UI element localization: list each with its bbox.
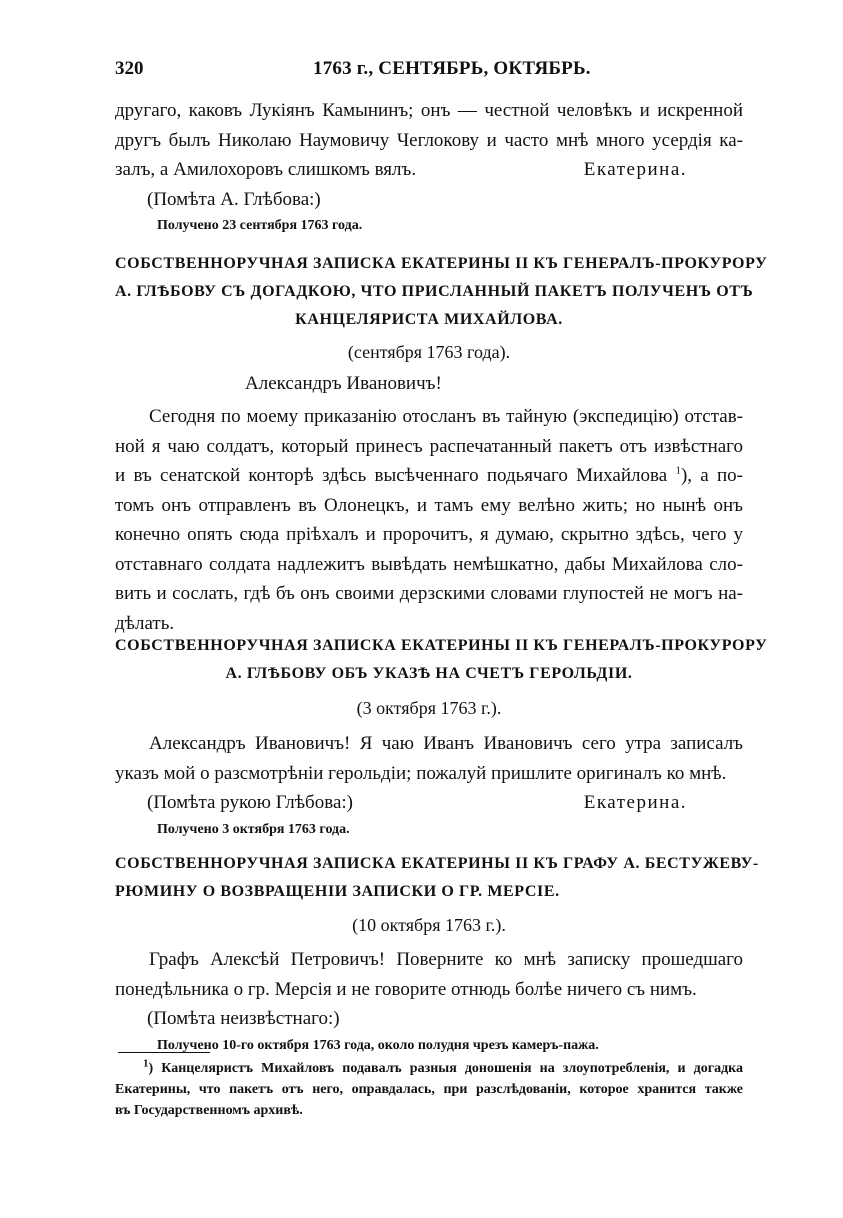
text-line: томъ онъ отправленъ въ Олонецкъ, и тамъ ему велѣно жить; но нынѣ онъ [115,494,743,516]
annotation-note: (Помѣта А. Глѣбова:) [147,188,321,210]
text-line: Графъ Алексѣй Петровичъ! Поверните ко мнѣ записку прошедшаго [149,949,743,970]
received-note: Получено 10-го октября 1763 года, около полудня чрезъ камеръ-пажа. [157,1037,599,1053]
heading-line: СОБСТВЕННОРУЧНАЯ ЗАПИСКА ЕКАТЕРИНЫ II КЪ ГЕНЕРАЛЪ-ПРОКУРОРУ [115,637,768,654]
footnote [115,1058,743,1121]
letter-date: (3 октября 1763 г.). [356,698,502,718]
received-note: Получено 23 сентября 1763 года. [157,218,363,233]
footnote-line [115,1058,743,1079]
text-line: другаго, каковъ Лукіянъ Камынинъ; онъ — честной человѣкъ и искренной [115,100,743,121]
heading-line: А. ГЛѢБОВУ ОБЪ УКАЗѢ НА СЧЕТЪ ГЕРОЛЬДІИ. [225,665,633,682]
text-line: ной я чаю солдатъ, который принесъ распечатанный пакетъ отъ извѣстнаго [115,435,743,457]
letter-date: (10 октября 1763 г.). [352,915,506,935]
heading-line: РЮМИНУ О ВОЗВРАЩЕНІИ ЗАПИСКИ О ГР. МЕРСІЕ. [115,883,560,900]
letter-continuation [115,96,743,238]
text-line: Александръ Ивановичъ! Я чаю Иванъ Ивановичъ сего утра записалъ [149,733,743,754]
text-tail: ), а по- [680,465,744,486]
footnote-line: въ Государственномъ архивѣ. [115,1103,303,1118]
text-line: дѣлать. [115,612,175,634]
letter-body [115,729,743,842]
footnote-text: ) Канцеляристъ Михайловъ подавалъ разныя доношенія на злоупотребленія, и догадка [148,1061,743,1076]
annotation-note: (Помѣта неизвѣстнаго:) [147,1008,340,1029]
note-with-signature [115,788,743,818]
signature: Екатерина. [583,792,687,813]
received-note: Получено 3 октября 1763 года. [157,821,350,837]
page-header [115,58,743,86]
heading-line: СОБСТВЕННОРУЧНАЯ ЗАПИСКА ЕКАТЕРИНЫ II КЪ ГРАФУ А. БЕСТУЖЕВУ- [115,855,759,872]
footnote-marker: 1 [143,1057,149,1070]
text-line-with-signature [115,155,743,185]
text-line: залъ, а Амилохоровъ слишкомъ вялъ. [115,159,417,180]
footnote-divider [118,1052,210,1053]
salutation: Александръ Ивановичъ! [245,373,442,394]
text-line: вить и сослать, гдѣ бъ онъ своими дерзскими словами глупостей не могъ на- [115,583,743,604]
footnote-ref: 1 [675,464,681,477]
text-line: и въ сенатской конторѣ здѣсь высѣченнаго подьячаго Михайлова [115,465,668,486]
signature: Екатерина. [583,159,687,180]
text-line: указъ мой о разсмотрѣніи герольдіи; пожалуй пришлите оригиналъ ко мнѣ. [115,762,727,784]
text-line-with-footnote [115,461,743,491]
section-heading [115,850,759,906]
letter-body [115,945,743,1058]
letter-date: (сентября 1763 года). [347,342,511,362]
text-line: Сегодня по моему приказанію отосланъ въ тайную (экспедицію) отстав- [149,406,743,427]
text-line: другъ былъ Николаю Наумовичу Чеглокову и часто мнѣ много усердія ка- [115,129,743,151]
text-line: понедѣльника о гр. Мерсія и не говорите отнюдь болѣе ничего съ нимъ. [115,978,697,1000]
section-heading [115,250,768,334]
annotation-note: (Помѣта рукою Глѣбова:) [147,792,353,813]
text-line: отставнаго солдата надлежитъ вывѣдать немѣшкатно, дабы Михайлова сло- [115,553,743,575]
footnote-line: Екатерины, что пакетъ отъ него, оправдалась, при разслѣдованіи, которое хранится также [115,1082,743,1097]
text-line: конечно опять сюда пріѣхалъ и пророчитъ, я думаю, скрытно здѣсь, чего у [115,524,743,545]
letter-body [115,402,743,638]
heading-line: А. ГЛѢБОВУ СЪ ДОГАДКОЮ, ЧТО ПРИСЛАННЫЙ ПАКЕТЪ ПОЛУЧЕНЪ ОТЪ [115,283,754,300]
heading-line: СОБСТВЕННОРУЧНАЯ ЗАПИСКА ЕКАТЕРИНЫ II КЪ ГЕНЕРАЛЪ-ПРОКУРОРУ [115,255,768,272]
heading-line: КАНЦЕЛЯРИСТА МИХАЙЛОВА. [295,311,563,328]
section-heading [115,632,768,688]
running-title: 1763 г., СЕНТЯБРЬ, ОКТЯБРЬ. [313,58,591,79]
page-number: 320 [115,58,144,79]
